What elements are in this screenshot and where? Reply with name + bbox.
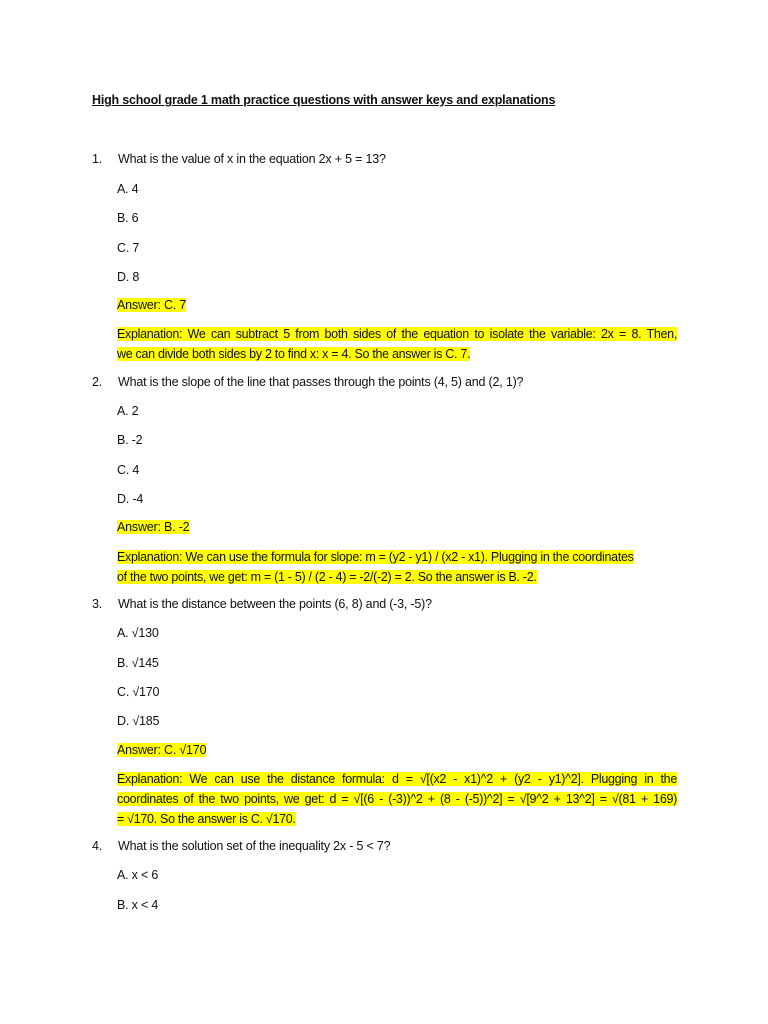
explanation-line: of the two points, we get: m = (1 - 5) / (2 - 4) = -2/(-2) = 2. So the answer is B. -2. <box>117 570 537 584</box>
explanation-line: = √170. So the answer is C. √170. <box>117 812 296 826</box>
option-b: B. √145 <box>117 656 159 670</box>
question-3 <box>92 597 432 611</box>
question-2 <box>92 375 523 389</box>
option-a: A. √130 <box>117 626 159 640</box>
explanation-line: coordinates of the two points, we get: d = √[(6 - (-3))^2 + (8 - (-5))^2] = √[9^2 + 13^2] = √(81 + 169) <box>117 792 677 806</box>
question-text: What is the distance between the points (6, 8) and (-3, -5)? <box>118 597 432 611</box>
document-title: High school grade 1 math practice questions with answer keys and explanations <box>92 93 556 107</box>
option-c: C. 7 <box>117 241 140 255</box>
option-b: B. -2 <box>117 433 143 447</box>
option-d: D. 8 <box>117 270 140 284</box>
option-b: B. 6 <box>117 211 139 225</box>
question-1 <box>92 152 386 166</box>
option-c: C. 4 <box>117 463 140 477</box>
option-a: A. x < 6 <box>117 868 159 882</box>
option-c: C. √170 <box>117 685 160 699</box>
answer-key: Answer: B. -2 <box>117 520 190 534</box>
option-a: A. 2 <box>117 404 139 418</box>
explanation-line: Explanation: We can use the formula for slope: m = (y2 - y1) / (x2 - x1). Plugging in the coordinates <box>117 550 634 564</box>
question-text: What is the slope of the line that passes through the points (4, 5) and (2, 1)? <box>118 375 524 389</box>
explanation-line: we can divide both sides by 2 to find x: x = 4. So the answer is C. 7. <box>117 347 471 361</box>
option-d: D. -4 <box>117 492 144 506</box>
question-number: 1. <box>92 152 103 166</box>
explanation-line: Explanation: We can subtract 5 from both sides of the equation to isolate the variable: 2x = 8. Then, <box>117 327 677 341</box>
answer-key: Answer: C. √170 <box>117 743 207 757</box>
question-text: What is the solution set of the inequality 2x - 5 < 7? <box>118 839 391 853</box>
option-d: D. √185 <box>117 714 160 728</box>
answer-key: Answer: C. 7 <box>117 298 187 312</box>
explanation-line: Explanation: We can use the distance formula: d = √[(x2 - x1)^2 + (y2 - y1)^2]. Plugging in the <box>117 772 677 786</box>
option-a: A. 4 <box>117 182 139 196</box>
question-number: 3. <box>92 597 103 611</box>
question-number: 2. <box>92 375 103 389</box>
question-4 <box>92 839 390 853</box>
question-number: 4. <box>92 839 103 853</box>
option-b: B. x < 4 <box>117 898 159 912</box>
question-text: What is the value of x in the equation 2x + 5 = 13? <box>118 152 386 166</box>
